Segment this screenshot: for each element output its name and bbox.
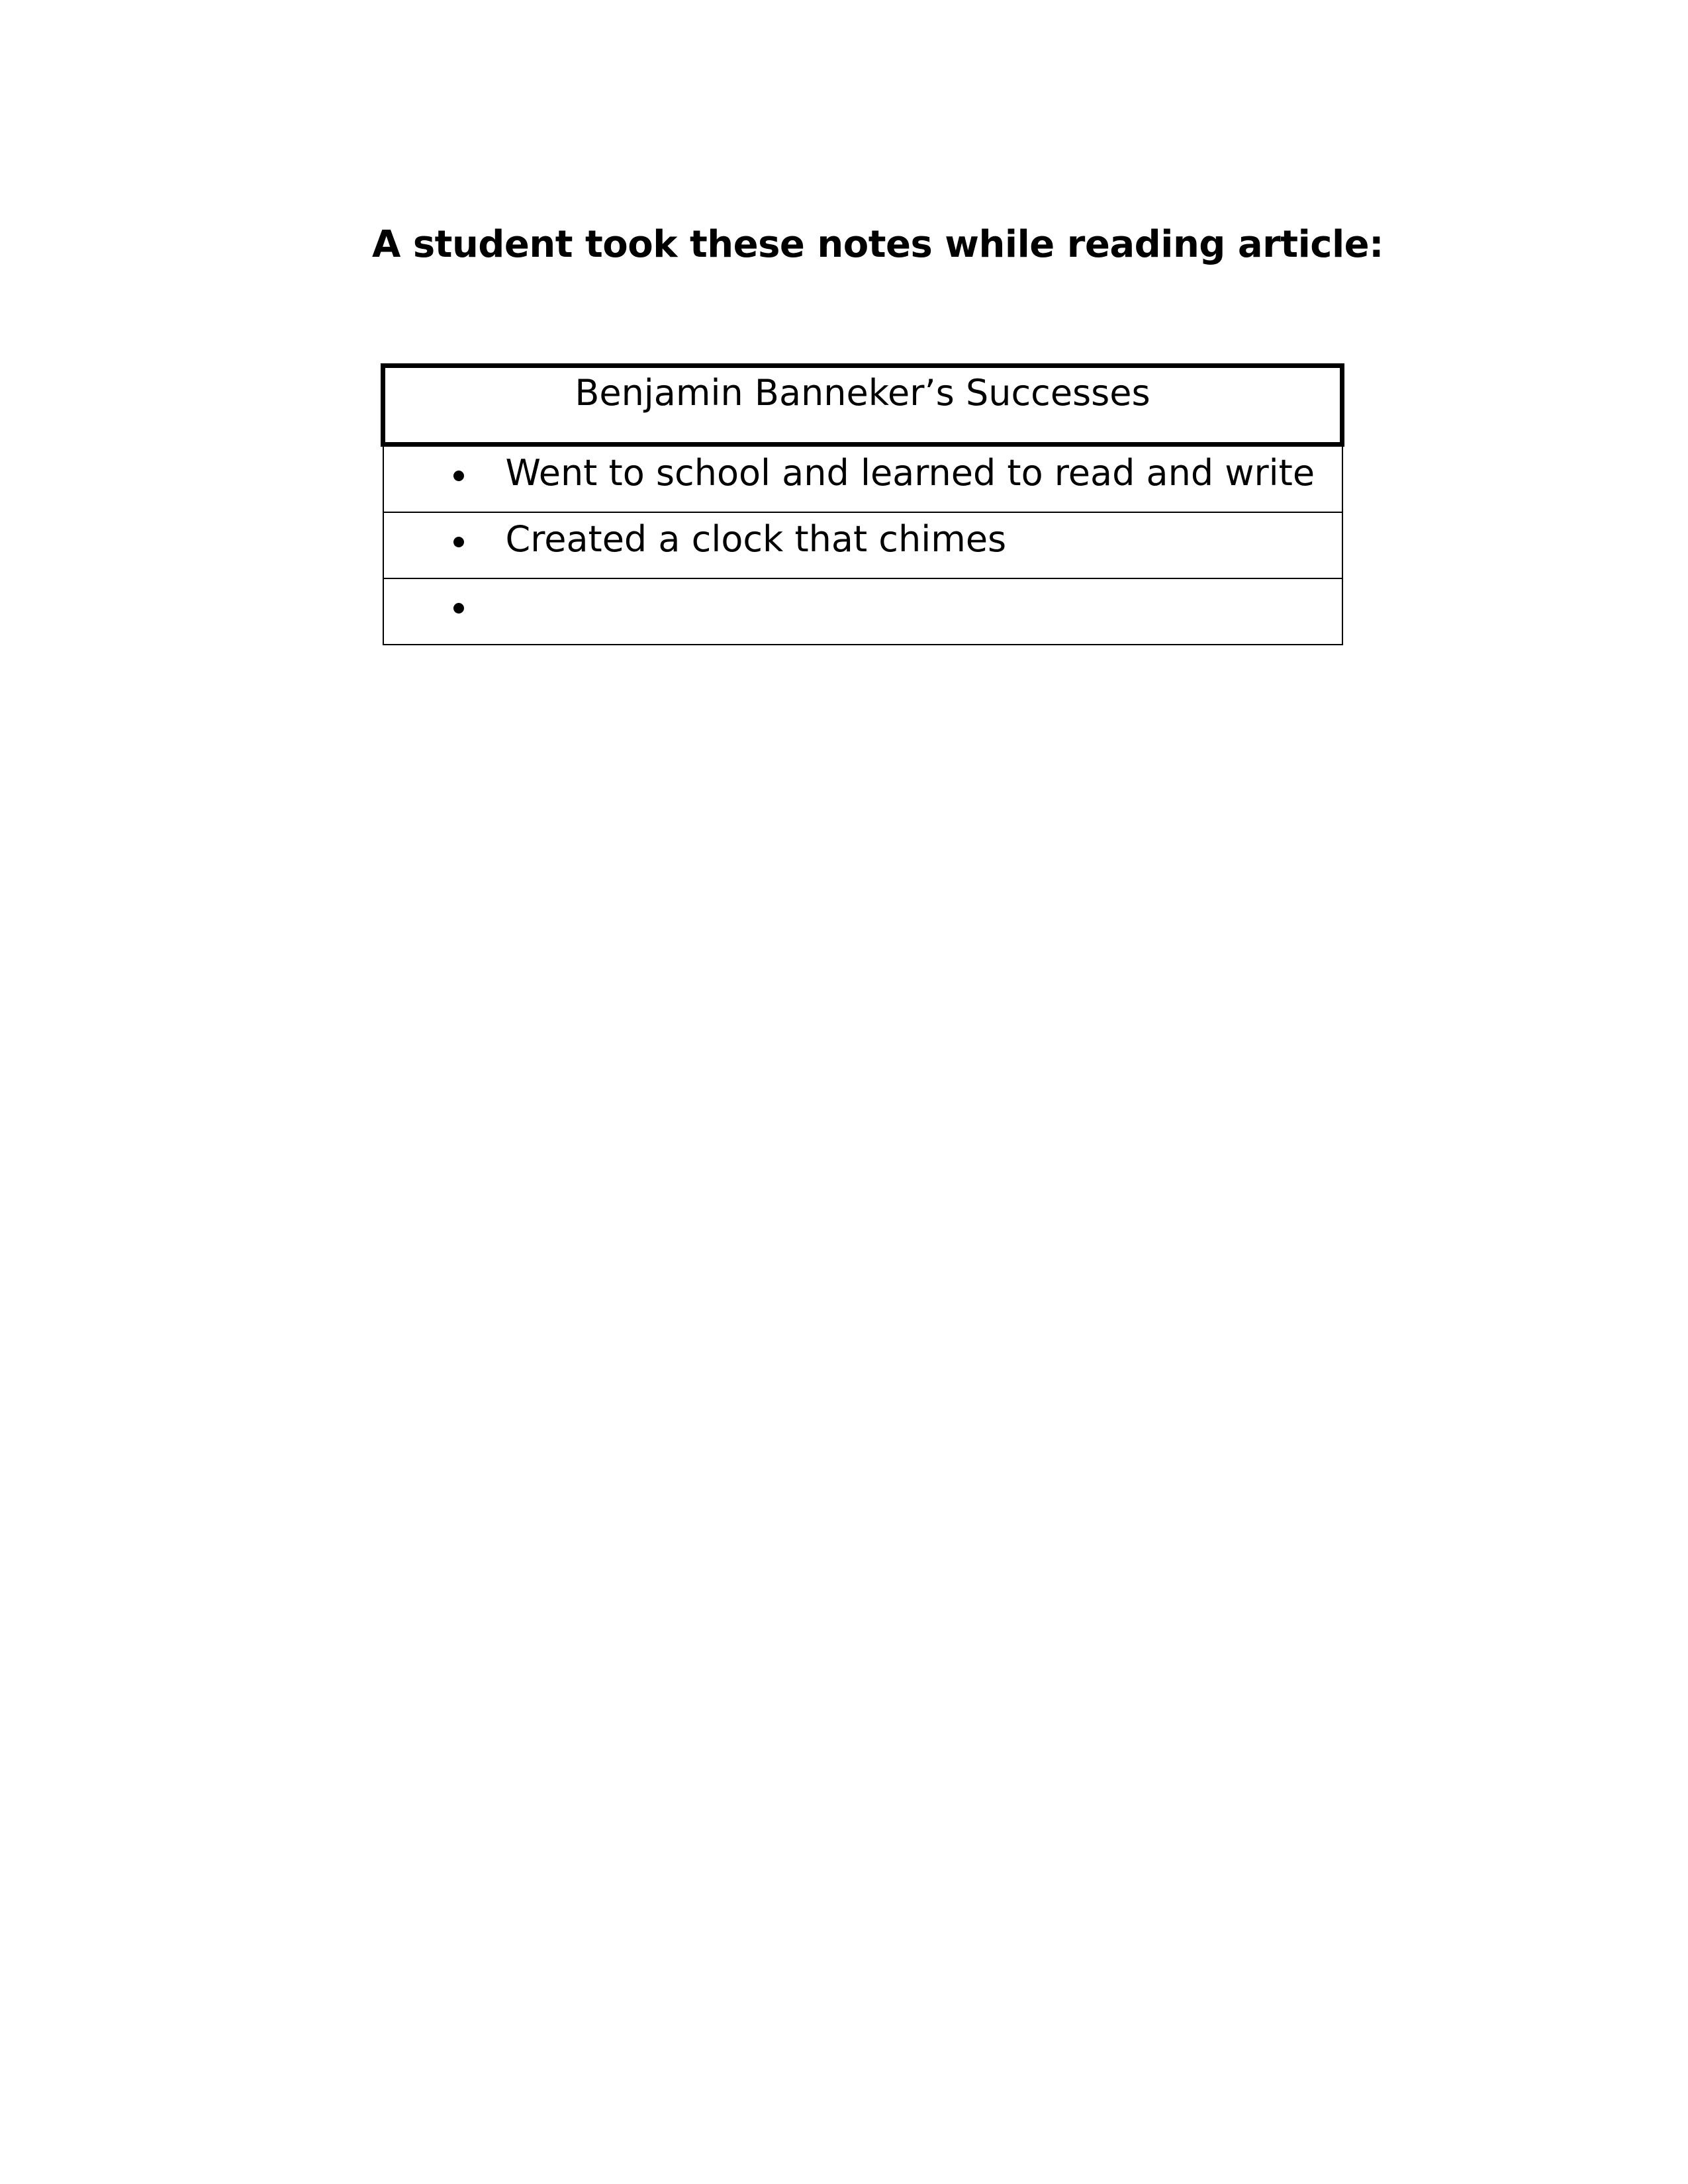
note-item: Went to school and learned to read and write [505,452,1315,494]
notes-row [383,512,1342,578]
prompt-text: A student took these notes while reading article: [372,223,1384,266]
bullet-icon [453,471,464,481]
notes-heading: Benjamin Banneker’s Successes [383,366,1342,445]
notes-table [381,363,1344,645]
notes-cell [383,578,1342,645]
bullet-icon [453,603,464,614]
notes-cell [383,445,1342,513]
notes-header-row [383,366,1342,445]
notes-row [383,445,1342,513]
notes-row [383,578,1342,645]
note-item: Created a clock that chimes [505,518,1007,560]
bullet-icon [453,537,464,547]
notes-cell [383,512,1342,578]
